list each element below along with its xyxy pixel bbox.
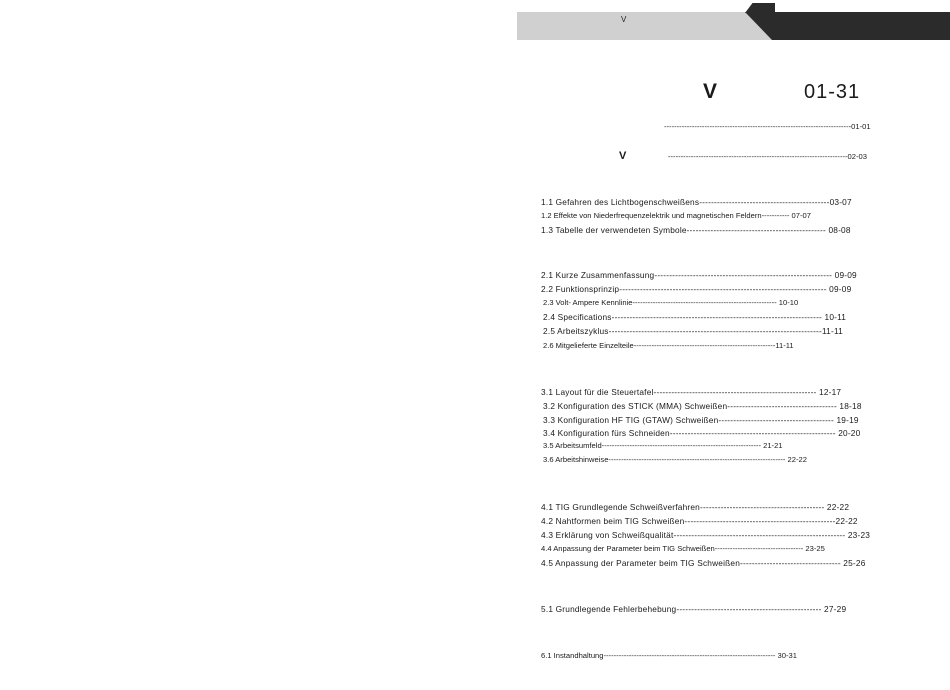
toc-entry-2-6: 2.6 Mitgelieferte Einzelteile--------------------------------------------------------11-11 <box>543 341 794 350</box>
toc-entry-3-2: 3.2 Konfiguration des STICK (MMA) Schweißen------------------------------------- 18-18 <box>543 401 862 411</box>
toc-entry-1-3: 1.3 Tabelle der verwendeten Symbole----------------------------------------------- 08-08 <box>541 225 851 235</box>
toc-intro-line-1: --------------------------------------------------------------------------01-01 <box>664 122 871 131</box>
toc-entry-2-5: 2.5 Arbeitszyklus------------------------------------------------------------------------11-11 <box>543 326 843 336</box>
header-tab-notch <box>745 3 775 13</box>
toc-entry-4-4: 4.4 Anpassung der Parameter beim TIG Schweißen----------------------------------- 23-25 <box>541 544 825 553</box>
toc-intro-v-label: V <box>619 150 627 162</box>
toc-entry-4-3: 4.3 Erklärung von Schweißqualität---------------------------------------------------------- 23-23 <box>541 530 871 540</box>
toc-entry-4-2: 4.2 Nahtformen beim TIG Schweißen---------------------------------------------------22-22 <box>541 516 858 526</box>
toc-entry-3-4: 3.4 Konfiguration fürs Schneiden-------------------------------------------------------- 20-20 <box>543 428 861 438</box>
header-band <box>517 12 950 40</box>
toc-entry-1-2: 1.2 Effekte von Niederfrequenzelektrik und magnetischen Feldern----------- 07-07 <box>541 211 811 220</box>
toc-entry-3-1: 3.1 Layout für die Steuertafel------------------------------------------------------- 12-17 <box>541 387 842 397</box>
toc-entry-3-3: 3.3 Konfiguration HF TIG (GTAW) Schweißen--------------------------------------- 19-19 <box>543 415 859 425</box>
toc-entry-1-1: 1.1 Gefahren des Lichtbogenschweißens--------------------------------------------03-07 <box>541 197 852 207</box>
toc-intro-line-2: -----------------------------------------------------------------------02-03 <box>668 152 867 161</box>
toc-entry-2-3: 2.3 Volt- Ampere Kennlinie--------------------------------------------------------- 10-10 <box>543 298 799 307</box>
toc-entry-2-1: 2.1 Kurze Zusammenfassung------------------------------------------------------------ 09-09 <box>541 270 857 280</box>
toc-entry-4-5: 4.5 Anpassung der Parameter beim TIG Schweißen---------------------------------- 25-26 <box>541 558 866 568</box>
toc-entry-4-1: 4.1 TIG Grundlegende Schweißverfahren------------------------------------------ 22-22 <box>541 502 850 512</box>
toc-entry-2-4: 2.4 Specifications----------------------------------------------------------------------- 10-11 <box>543 312 847 322</box>
toc-entry-2-2: 2.2 Funktionsprinzip---------------------------------------------------------------------- 09-09 <box>541 284 852 294</box>
toc-entry-5-1: 5.1 Grundlegende Fehlerbehebung------------------------------------------------- 27-29 <box>541 604 847 614</box>
page-title-range: 01-31 <box>804 81 861 103</box>
toc-entry-3-5: 3.5 Arbeitsumfeld--------------------------------------------------------------- 21-21 <box>543 441 783 450</box>
toc-entry-3-6: 3.6 Arbeitshinweise---------------------------------------------------------------------- 22-22 <box>543 455 807 464</box>
header-label: V <box>621 15 627 24</box>
page-title-v: V <box>703 80 718 103</box>
toc-entry-6-1: 6.1 Instandhaltung-------------------------------------------------------------------- 30-31 <box>541 651 797 660</box>
